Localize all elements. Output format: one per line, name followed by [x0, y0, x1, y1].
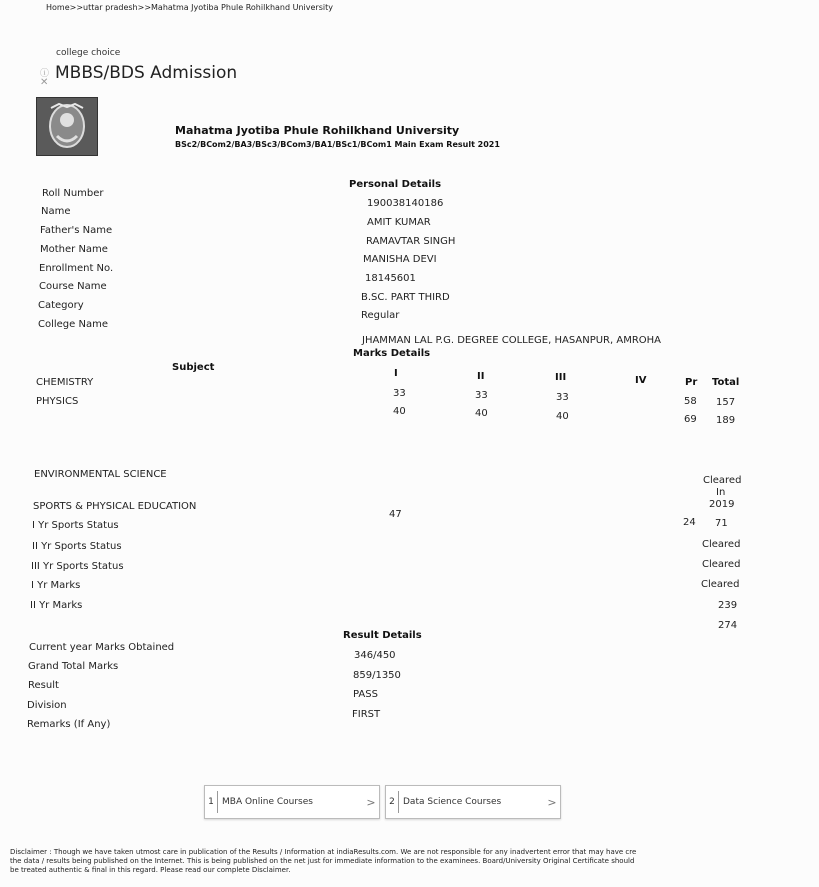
col-header-pr: Pr — [685, 377, 698, 388]
name-value: AMIT KUMAR — [367, 217, 431, 228]
personal-details-heading: Personal Details — [349, 179, 442, 190]
env-status-line2: In — [716, 487, 726, 498]
subject-physics: PHYSICS — [36, 396, 79, 407]
row1-pr: 58 — [684, 396, 697, 407]
result-value: PASS — [353, 689, 378, 700]
enrollment-value: 18145601 — [365, 273, 416, 284]
disclaimer-line-1: Disclaimer : Though we have taken utmost care in publication of the Results / Information at indiaResults.com. We are not responsible for any inadvertent error that may have cre — [10, 848, 637, 856]
father-name-value: RAMAVTAR SINGH — [366, 236, 456, 247]
i-yr-sports-status-value: Cleared — [702, 539, 741, 550]
breadcrumb-state[interactable]: uttar pradesh — [83, 3, 138, 12]
subject-env-science: ENVIRONMENTAL SCIENCE — [34, 469, 167, 480]
result-details-heading: Result Details — [343, 630, 422, 641]
subject-column-header: Subject — [172, 362, 215, 373]
name-label: Name — [41, 206, 71, 217]
division-value: FIRST — [352, 709, 381, 720]
col-header-ii: II — [477, 371, 485, 382]
iii-yr-sports-status-value: Cleared — [701, 579, 740, 590]
col-header-i: I — [394, 368, 398, 379]
breadcrumb-home[interactable]: Home — [46, 3, 70, 12]
roll-number-label: Roll Number — [42, 188, 104, 199]
col-header-iii: III — [555, 372, 567, 383]
i-yr-marks-label: I Yr Marks — [31, 580, 81, 591]
mother-name-label: Mother Name — [40, 244, 108, 255]
i-yr-sports-status-label: I Yr Sports Status — [32, 520, 119, 531]
disclaimer-line-2: the data / results being published on the Internet. This is being published on the net just for immediate information to the examinees. Board/University Original Certificate should — [10, 857, 635, 865]
grand-total-value: 859/1350 — [353, 670, 401, 681]
chevron-right-icon: > — [366, 795, 376, 809]
college-name-value: JHAMMAN LAL P.G. DEGREE COLLEGE, HASANPUR, AMROHA — [362, 335, 662, 346]
info-icon[interactable]: ⓘ — [40, 69, 50, 79]
data-science-courses-link[interactable] — [385, 785, 561, 819]
exam-title: BSc2/BCom2/BA3/BSc3/BCom3/BA1/BSc1/BCom1 Main Exam Result 2021 — [175, 140, 500, 149]
close-icon[interactable]: ✕ — [40, 77, 49, 88]
row1-i: 33 — [393, 388, 406, 399]
mba-online-courses-link[interactable] — [204, 785, 380, 819]
link-label: MBA Online Courses — [222, 797, 313, 807]
sports-i: 47 — [389, 509, 402, 520]
ii-yr-marks-label: II Yr Marks — [30, 600, 83, 611]
course-name-value: B.SC. PART THIRD — [361, 292, 450, 303]
link-label: Data Science Courses — [403, 797, 502, 807]
university-seal-icon — [37, 98, 97, 155]
category-value: Regular — [361, 310, 400, 321]
sports-total: 71 — [715, 518, 728, 529]
breadcrumb-separator: >> — [69, 3, 84, 12]
breadcrumb — [46, 3, 333, 12]
col-header-total: Total — [712, 377, 740, 388]
disclaimer-line-3: be treated authentic & final in this regard. Please read our complete Disclaimer. — [10, 866, 291, 874]
course-name-label: Course Name — [39, 281, 107, 292]
current-year-marks-value: 346/450 — [354, 650, 396, 661]
i-yr-marks-value: 239 — [718, 600, 738, 611]
env-status-line3: 2019 — [709, 499, 735, 510]
result-label: Result — [28, 680, 59, 691]
breadcrumb-university: Mahatma Jyotiba Phule Rohilkhand University — [151, 3, 333, 12]
sports-pr: 24 — [683, 517, 696, 528]
ad-sponsor: college choice — [56, 48, 121, 58]
subject-chemistry: CHEMISTRY — [36, 377, 94, 388]
row1-total: 157 — [716, 397, 736, 408]
subject-sports: SPORTS & PHYSICAL EDUCATION — [33, 501, 197, 512]
remarks-label: Remarks (If Any) — [27, 719, 111, 730]
link-number: 2 — [386, 791, 399, 813]
iii-yr-sports-status-label: III Yr Sports Status — [31, 561, 124, 572]
ii-yr-sports-status-label: II Yr Sports Status — [32, 541, 122, 552]
category-label: Category — [38, 300, 84, 311]
college-name-label: College Name — [38, 319, 108, 330]
father-name-label: Father's Name — [40, 225, 113, 236]
row2-total: 189 — [716, 415, 736, 426]
ii-yr-sports-status-value: Cleared — [702, 559, 741, 570]
university-logo — [36, 97, 98, 156]
ad-title-link[interactable]: MBBS/BDS Admission — [55, 63, 238, 83]
mother-name-value: MANISHA DEVI — [363, 254, 437, 265]
link-number: 1 — [205, 791, 218, 813]
row2-iii: 40 — [556, 411, 569, 422]
current-year-marks-label: Current year Marks Obtained — [29, 642, 175, 653]
env-status-line1: Cleared — [703, 475, 742, 486]
grand-total-label: Grand Total Marks — [28, 661, 119, 672]
university-title: Mahatma Jyotiba Phule Rohilkhand University — [175, 124, 460, 137]
breadcrumb-separator: >> — [137, 3, 152, 12]
marks-details-heading: Marks Details — [353, 348, 431, 359]
row1-ii: 33 — [475, 390, 488, 401]
col-header-iv: IV — [635, 375, 647, 386]
roll-number-value: 190038140186 — [367, 198, 444, 209]
row2-ii: 40 — [475, 408, 488, 419]
disclaimer — [10, 848, 800, 875]
row2-pr: 69 — [684, 414, 697, 425]
chevron-right-icon: > — [547, 795, 557, 809]
row1-iii: 33 — [556, 392, 569, 403]
ii-yr-marks-value: 274 — [718, 620, 738, 631]
division-label: Division — [27, 700, 67, 711]
row2-i: 40 — [393, 406, 406, 417]
enrollment-label: Enrollment No. — [39, 263, 114, 274]
